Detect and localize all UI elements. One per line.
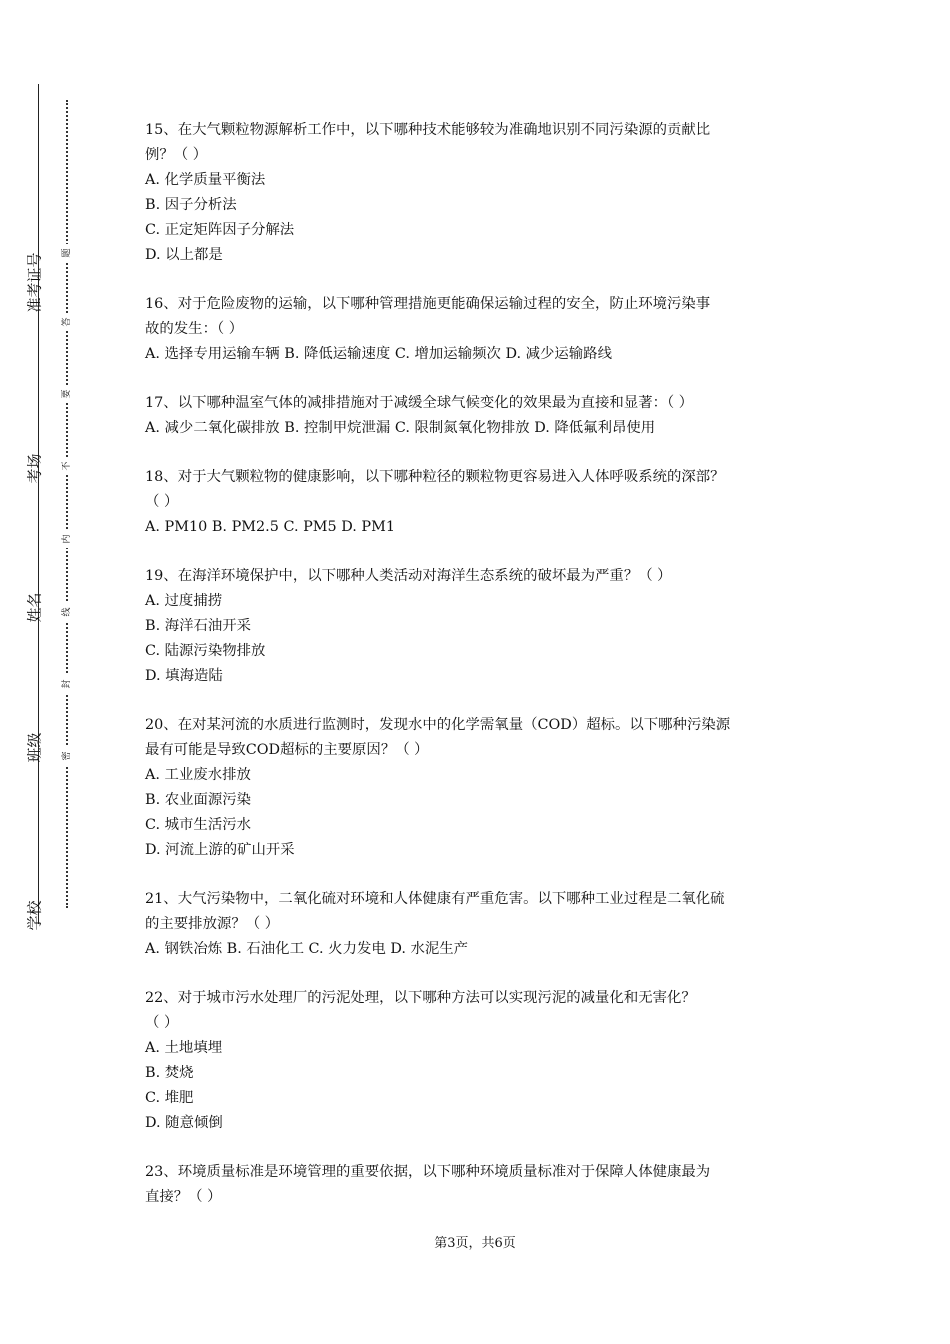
option-c: C. 陆源污染物排放: [145, 643, 266, 659]
options-inline: A. PM10 B. PM2.5 C. PM5 D. PM1: [145, 519, 395, 535]
question-stem: 20、在对某河流的水质进行监测时，发现水中的化学需氧量（COD）超标。以下哪种污染源: [145, 717, 731, 733]
option-b: B. 焚烧: [145, 1065, 194, 1081]
question-stem: 19、在海洋环境保护中，以下哪种人类活动对海洋生态系统的破坏最为严重？（ ）: [145, 568, 672, 584]
question-stem: 22、对于城市污水处理厂的污泥处理，以下哪种方法可以实现污泥的减量化和无害化？: [145, 990, 696, 1006]
seal-char: 密: [59, 747, 75, 765]
question-stem: 故的发生：（ ）: [145, 321, 244, 337]
option-c: C. 正定矩阵因子分解法: [145, 222, 295, 238]
seal-char: 内: [59, 530, 75, 548]
option-a: A. 过度捕捞: [145, 593, 223, 609]
question-stem: 最有可能是导致COD超标的主要原因？（ ）: [145, 742, 429, 758]
options-inline: A. 钢铁冶炼 B. 石油化工 C. 火力发电 D. 水泥生产: [145, 941, 469, 957]
seal-char: 要: [59, 385, 75, 403]
option-b: B. 因子分析法: [145, 197, 237, 213]
binding-solid-line: [38, 84, 39, 924]
question-20: [145, 713, 815, 863]
option-a: A. 工业废水排放: [145, 767, 251, 783]
seal-char: 题: [59, 244, 75, 262]
question-22: [145, 986, 815, 1136]
question-stem: （ ）: [145, 1015, 179, 1031]
seal-char: 答: [59, 313, 75, 331]
option-d: D. 河流上游的矿山开采: [145, 842, 295, 858]
option-b: B. 海洋石油开采: [145, 618, 252, 634]
question-stem: 的主要排放源？（ ）: [145, 916, 280, 932]
options-inline: A. 减少二氧化碳排放 B. 控制甲烷泄漏 C. 限制氮氧化物排放 D. 降低氟利昂使用: [145, 420, 656, 436]
question-19: [145, 564, 815, 689]
seal-dotted-line: [66, 100, 68, 908]
name-label: 姓名: [25, 592, 44, 623]
question-17: [145, 391, 815, 441]
question-21: [145, 887, 815, 962]
seal-char: 线: [59, 603, 75, 621]
question-stem: 18、对于大气颗粒物的健康影响，以下哪种粒径的颗粒物更容易进入人体呼吸系统的深部？: [145, 469, 725, 485]
options-inline: A. 选择专用运输车辆 B. 降低运输速度 C. 增加运输频次 D. 减少运输路线: [145, 346, 612, 362]
question-16: [145, 292, 815, 367]
question-stem: 17、以下哪种温室气体的减排措施对于减缓全球气候变化的效果最为直接和显著：（ ）: [145, 395, 694, 411]
option-d: D. 填海造陆: [145, 668, 223, 684]
school-label: 学校: [25, 900, 44, 931]
option-d: D. 随意倾倒: [145, 1115, 223, 1131]
question-15: [145, 118, 815, 268]
option-a: A. 土地填埋: [145, 1040, 223, 1056]
question-18: [145, 465, 815, 540]
question-23: [145, 1160, 815, 1210]
option-a: A. 化学质量平衡法: [145, 172, 266, 188]
option-c: C. 城市生活污水: [145, 817, 251, 833]
question-stem: 23、环境质量标准是环境管理的重要依据，以下哪种环境质量标准对于保障人体健康最为: [145, 1164, 711, 1180]
question-stem: 直接？（ ）: [145, 1189, 222, 1205]
exam-number-label: 准考证号: [25, 252, 44, 313]
question-stem: （ ）: [145, 494, 179, 510]
option-d: D. 以上都是: [145, 247, 223, 263]
seal-char: 封: [59, 675, 75, 693]
page-number: 第3页，共6页: [434, 1236, 516, 1251]
exam-room-label: 考场: [25, 453, 44, 484]
option-b: B. 农业面源污染: [145, 792, 252, 808]
option-c: C. 堆肥: [145, 1090, 194, 1106]
question-stem: 16、对于危险废物的运输，以下哪种管理措施更能确保运输过程的安全，防止环境污染事: [145, 296, 711, 312]
seal-char: 不: [59, 457, 75, 475]
class-label: 班级: [25, 732, 44, 763]
question-stem: 21、大气污染物中，二氧化硫对环境和人体健康有严重危害。以下哪种工业过程是二氧化硫: [145, 891, 725, 907]
question-list: [145, 118, 815, 1234]
question-stem: 例？（ ）: [145, 147, 208, 163]
question-stem: 15、在大气颗粒物源解析工作中，以下哪种技术能够较为准确地识别不同污染源的贡献比: [145, 122, 711, 138]
